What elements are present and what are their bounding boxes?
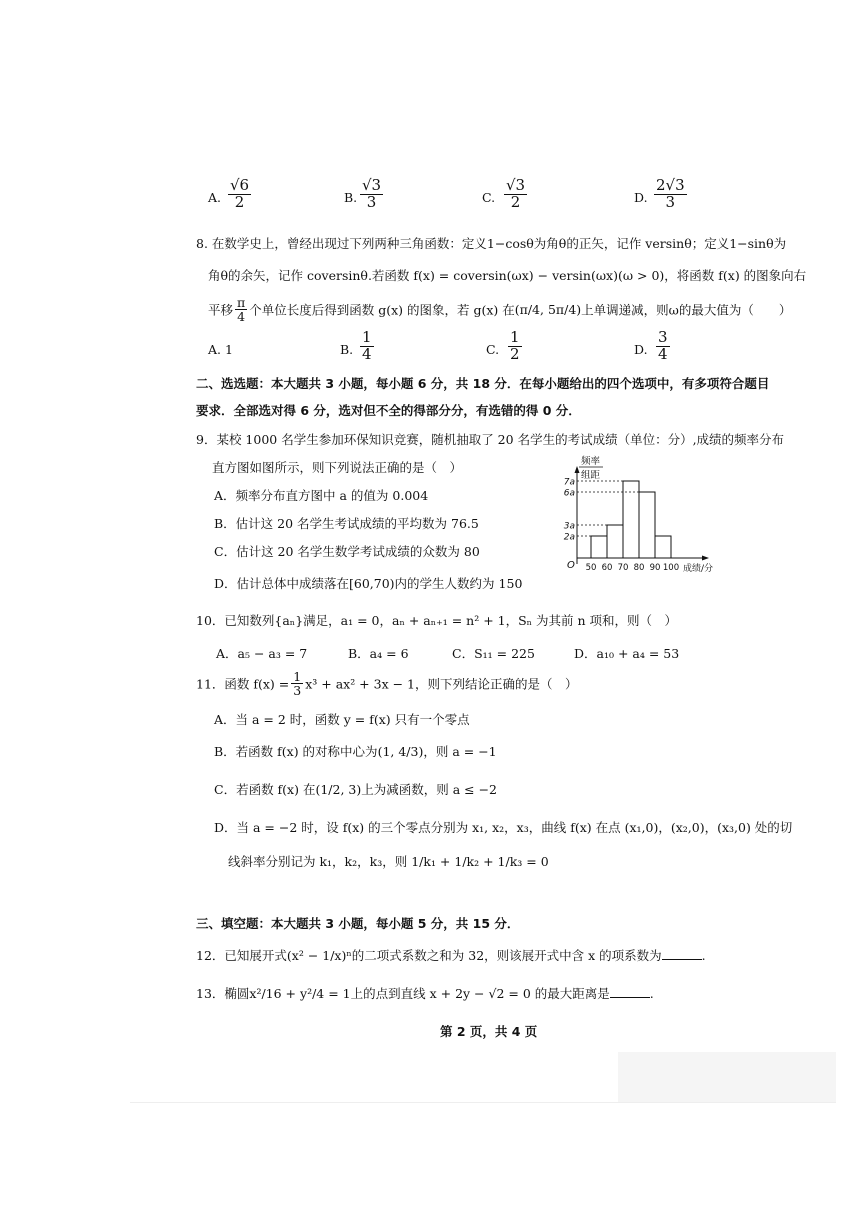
q7-option-b-label: B. [344,190,358,205]
q12-line [196,946,706,964]
page-number: 第 2 页，共 4 页 [440,1024,538,1039]
hist-xtick-60: 60 [601,563,613,573]
hist-origin: O [567,560,575,571]
q8-line1: 8. 在数学史上，曾经出现过下列两种三角函数：定义1−cosθ为角θ的正矢，记作 versinθ；定义1−sinθ为 [196,236,787,251]
q12-pre: 12．已知展开式 [196,948,287,963]
hist-ytick-2a: 2a [563,532,575,543]
q10-option-a: A．a₅ − a₃ = 7 [216,646,308,661]
hist-xtick-90: 90 [649,563,661,573]
q8-line3 [208,296,791,330]
q11-option-b-point: (1, 4/3) [377,744,424,759]
q9-option-d: D．估计总体中成绩落在[60,70)内的学生人数约为 150 [214,576,523,591]
q10-option-d: D．a₁₀ + a₄ = 53 [574,646,680,661]
q8-option-c-frac: $\frac{1}{2}$ [510,328,520,363]
q11-option-d-line1: D．当 a = −2 时，设 f(x) 的三个零点分别为 x₁, x₂，x₃，曲线 f(x) 在点 (x₁,0)，(x₂,0)，(x₃,0) 处的切 [214,820,793,835]
q12-answer-blank[interactable] [662,947,702,960]
q7-options [208,178,708,218]
hist-ylabel-top: 频率 [581,456,601,467]
section2-heading-line2: 要求．全部选对得 6 分，选对但不全的得部分分，有选错的得 0 分． [196,403,581,418]
q13-expr: x²/16 + y²/4 = 1 [249,986,351,1001]
q11-line1-frac: $\frac{1}{3}$ [293,669,302,699]
hist-xtick-50: 50 [585,563,597,573]
q8-option-a: A. 1 [208,342,233,357]
q9-option-a: A．频率分布直方图中 a 的值为 0.004 [214,488,429,503]
q13-pre: 13．椭圆 [196,986,250,1001]
q7-option-c-label: C. [482,190,496,205]
q8-option-d-frac: $\frac{3}{4}$ [658,328,668,363]
q11-option-b-pre: B．若函数 f(x) 的对称中心为 [214,744,378,759]
q13-line [196,984,654,1002]
q8-option-c-label: C. [486,342,500,357]
hist-x-axis-arrow [702,556,709,561]
q7-option-a-label: A. [208,190,222,205]
hist-bar-80 [639,492,655,558]
hist-ytick-7a: 7a [563,477,575,488]
q13-post: 上的点到直线 x + 2y − √2 = 0 的最大距离是 [350,986,610,1001]
q12-end: . [701,948,706,963]
q12-expr: (x² − 1/x)ⁿ [286,948,352,963]
hist-xlabel: 成绩/分 [683,564,714,574]
frequency-histogram [555,452,735,577]
q11-line1-pre: 11．函数 f(x) = [196,676,290,692]
hist-bar-70 [623,481,639,558]
q8-line2: 角θ的余矢，记作 coversinθ.若函数 f(x) = coversin(ωx) − versin(ωx)(ω > 0)，将函数 f(x) 的图象向右 [208,268,807,283]
q7-option-c-frac: $\frac{√3}{2}$ [506,176,526,211]
hist-bar-90 [655,536,671,558]
q11-option-d-line2: 线斜率分别记为 k₁，k₂，k₃，则 1/k₁ + 1/k₂ + 1/k₃ = 0 [228,854,549,869]
q11-option-c-post: 上为减函数，则 a ≤ −2 [361,782,498,797]
q10-option-b: B．a₄ = 6 [348,646,409,661]
q8-line3-pre: 平移 [208,302,234,318]
hist-xtick-70: 70 [617,563,629,573]
q8-options [208,330,708,366]
q13-answer-blank[interactable] [610,985,650,998]
hist-xtick-100: 100 [662,563,680,573]
q9-option-b: B．估计这 20 名学生考试成绩的平均数为 76.5 [214,516,479,531]
q8-option-b-frac: $\frac{1}{4}$ [362,328,372,363]
q13-end: . [649,986,654,1001]
q7-option-b-frac: $\frac{√3}{3}$ [362,176,382,211]
hist-y-axis-arrow [575,466,580,473]
q8-option-d-label: D. [634,342,648,357]
q10-line1: 10．已知数列{aₙ}满足，a₁ = 0，aₙ + aₙ₊₁ = n² + 1，Sₙ 为其前 n 项和，则（ ） [196,613,678,628]
q8-line3-interval: (π/4, 5π/4) [514,302,582,318]
hist-bar-50 [591,536,607,558]
q11-option-c-interval: (1/2, 3) [315,782,362,797]
q8-line3-mid: 个单位长度后得到函数 g(x) 的图象，若 g(x) 在 [249,302,515,318]
hist-xtick-80: 80 [633,563,645,573]
q11-option-b-post: ，则 a = −1 [423,744,497,759]
q8-line3-frac: $\frac{\pi}{4}$ [237,295,246,325]
q11-line1 [196,670,578,702]
hist-bar-60 [607,525,623,558]
q12-post: 的二项式系数之和为 32，则该展开式中含 x 的项系数为 [351,948,662,963]
q9-option-c: C．估计这 20 名学生数学考试成绩的众数为 80 [214,544,480,559]
q11-option-b [214,742,497,760]
hist-ylabel-bottom: 组距 [581,470,601,481]
q11-option-c [214,780,497,798]
section3-heading: 三、填空题：本大题共 3 小题，每小题 5 分，共 15 分． [196,916,520,931]
q9-line1: 9．某校 1000 名学生参加环保知识竞赛，随机抽取了 20 名学生的考试成绩（单位：分）,成绩的频率分布 [196,432,785,447]
q11-line1-post: x³ + ax² + 3x − 1，则下列结论正确的是（ ） [305,676,578,692]
q9-line2: 直方图如图所示，则下列说法正确的是（ ） [212,460,463,475]
hist-ytick-6a: 6a [563,488,575,499]
q8-option-b-label: B. [340,342,354,357]
section2-heading-line1: 二、选选题：本大题共 3 小题，每小题 6 分，共 18 分．在每小题给出的四个选项中，有多项符合题目 [196,376,770,391]
q11-option-a: A．当 a = 2 时，函数 y = f(x) 只有一个零点 [214,712,470,727]
scan-shadow [618,1052,836,1102]
q11-option-c-pre: C．若函数 f(x) 在 [214,782,316,797]
hist-ytick-3a: 3a [563,521,575,532]
q7-option-d-frac: $\frac{2√3}{3}$ [656,176,685,211]
q10-option-c: C．S₁₁ = 225 [452,646,535,661]
q8-line3-post: 上单调递减，则ω的最大值为（ ） [581,302,792,318]
scan-edge-line [130,1102,836,1103]
q7-option-d-label: D. [634,190,648,205]
q7-option-a-frac: $\frac{√6}{2}$ [230,176,250,211]
